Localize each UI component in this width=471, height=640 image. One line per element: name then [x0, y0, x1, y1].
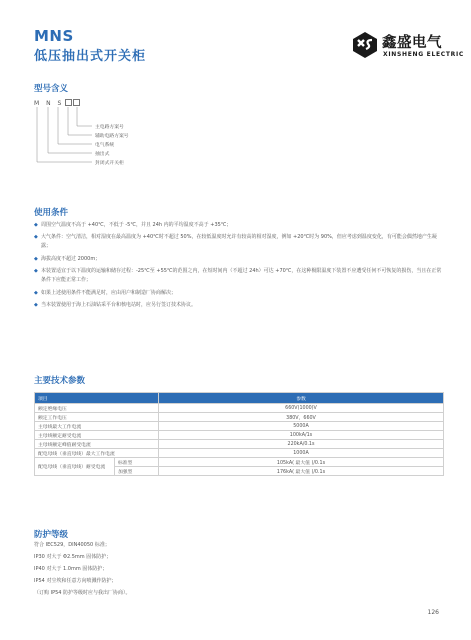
protection-section-title: 防护等级	[34, 530, 69, 540]
condition-item: ◆ 如果上述使用条件不能满足时，应由用户和制造厂协商解决；	[34, 289, 444, 298]
model-label-5: 封闭式开关柜	[95, 161, 124, 166]
company-logo	[352, 30, 465, 64]
table-row: 主母线最大工作电流 5000A	[35, 422, 444, 431]
diamond-bullet-icon: ◆	[34, 256, 38, 262]
table-row: 加强型 176kA( 最大值 )/0.1s	[35, 467, 444, 476]
page-number: 126	[427, 609, 439, 616]
code-box	[73, 99, 80, 106]
model-code-letters: M N S	[34, 100, 64, 107]
table-row: 配电母线（垂直母线）耐受电流 标准型 105kA( 最大值 )/0.1s	[35, 458, 444, 467]
protection-line: （订购 IP54 防护等级时应与我出厂协商）。	[34, 590, 131, 596]
title-en: MNS	[34, 27, 74, 45]
spec-section-title: 主要技术参数	[34, 376, 86, 386]
protection-line: 符合 IEC529，DIN40050 标准；	[34, 542, 110, 548]
header-param: 参数	[159, 393, 444, 404]
condition-item: ◆ 周围空气温度不高于 +40℃，不低于 -5℃，并且 24h 内的平均温度不高于 +35℃；	[34, 221, 444, 230]
xs-logo-icon	[352, 31, 378, 59]
table-row: 额定绝缘电压 660V(1000)V	[35, 404, 444, 413]
code-box	[65, 99, 72, 106]
protection-line: IP54 对尘埃和任意方向喷溅作防护；	[34, 578, 117, 584]
table-row: 配电母线（垂直母线）最大工作电流 1000A	[35, 449, 444, 458]
logo-name-cn: 鑫盛电气	[382, 35, 442, 51]
diamond-bullet-icon: ◆	[34, 302, 38, 308]
model-label-1: 主电路方案号	[95, 125, 124, 130]
model-tree-lines	[34, 106, 94, 166]
protection-line: IP40 对大于 1.0mm 固体防护；	[34, 566, 108, 572]
condition-item: ◆ 大气条件：空气清洁，相对湿度在最高温度为 +40℃时不超过 50%，在较低温度时允许有较高的相对湿度，例如 +20℃时为 90%，但应考虑到温度变化，有可能会偶然地产生凝露；	[34, 234, 437, 250]
protection-line: IP30 对大于 Φ2.5mm 固体防护；	[34, 554, 112, 560]
header-item: 项目	[35, 393, 159, 404]
model-label-4: 抽出式	[95, 152, 110, 157]
merged-item: 配电母线（垂直母线）耐受电流	[35, 458, 115, 476]
model-label-3: 电气系统	[95, 143, 115, 148]
table-row: 主母线额定耐受电流 100kA/1s	[35, 431, 444, 440]
diamond-bullet-icon: ◆	[34, 234, 38, 240]
spec-table-header	[35, 393, 444, 404]
diamond-bullet-icon: ◆	[34, 268, 38, 274]
condition-item: ◆ 本装置适宜于以下温度的运输和储存过程：-25℃至 +55℃的范围之内，在短时间内（不超过 24h）可达 +70℃，在这种极限温度下装置不应遭受任何不可恢复的损伤，当且在正常条件下应能正常工作；	[34, 268, 442, 284]
diamond-bullet-icon: ◆	[34, 290, 38, 296]
logo-name-en: XINSHENG ELECTRIC	[383, 51, 465, 58]
condition-item: ◆ 海拔高度不超过 2000m；	[34, 255, 444, 264]
table-row: 额定工作电压 380V，660V	[35, 413, 444, 422]
model-label-2: 辅助电路方案号	[95, 134, 129, 139]
conditions-section-title: 使用条件	[34, 208, 69, 218]
spec-table	[34, 392, 444, 476]
diamond-bullet-icon: ◆	[34, 222, 38, 228]
table-row: 主母线额定峰值耐受电流 220kA/0.1s	[35, 440, 444, 449]
title-cn: 低压抽出式开关柜	[34, 49, 147, 64]
condition-item: ◆ 当本装置使用于海上石油钻采平台和核电站时，应另行签订技术协议。	[34, 301, 444, 310]
model-section-title: 型号含义	[34, 84, 69, 94]
